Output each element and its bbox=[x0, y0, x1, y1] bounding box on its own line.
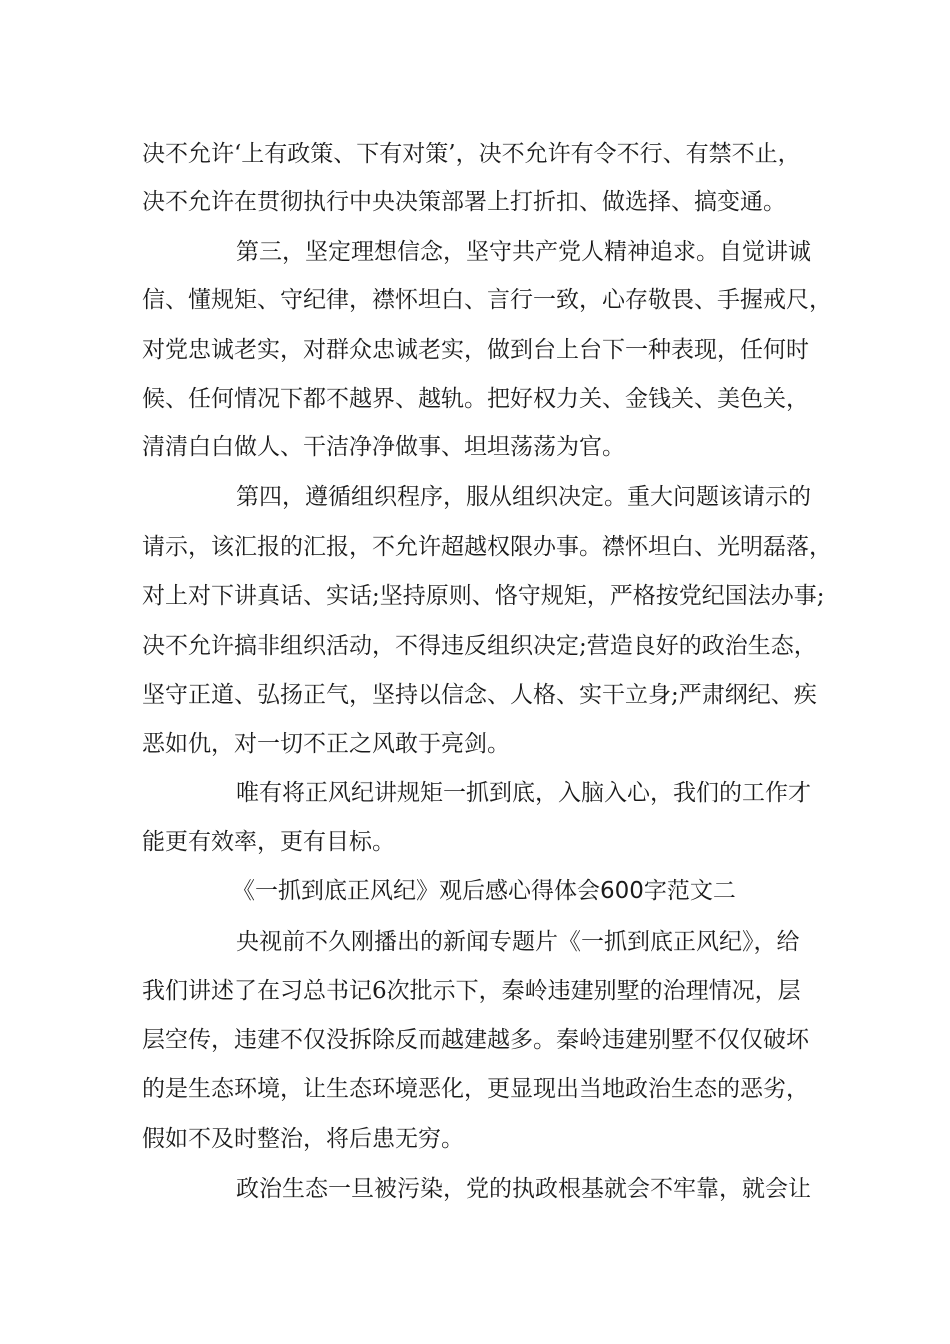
text-line: 对上对下讲真话、实话;坚持原则、恪守规矩，严格按党纪国法办事; bbox=[142, 583, 825, 609]
paragraph-first-line: 唯有将正风纪讲规矩一抓到底，入脑入心，我们的工作才 bbox=[236, 780, 811, 806]
paragraph-first-line: 第三，坚定理想信念，坚守共产党人精神追求。自觉讲诚 bbox=[236, 239, 811, 265]
text-line: 坚守正道、弘扬正气，坚持以信念、人格、实干立身;严肃纲纪、疾 bbox=[142, 682, 817, 708]
text-line: 假如不及时整治，将后患无穷。 bbox=[142, 1126, 464, 1152]
text-line: 能更有效率，更有目标。 bbox=[142, 829, 395, 855]
text-line: 候、任何情况下都不越界、越轨。把好权力关、金钱关、美色关， bbox=[142, 386, 809, 412]
section-heading: 《一抓到底正风纪》观后感心得体会600字范文二 bbox=[232, 878, 736, 904]
text-line: 决不允许‘上有政策、下有对策’，决不允许有令不行、有禁不止， bbox=[142, 141, 801, 167]
text-line: 请示，该汇报的汇报，不允许超越权限办事。襟怀坦白、光明磊落， bbox=[142, 534, 832, 560]
text-line: 恶如仇，对一切不正之风敢于亮剑。 bbox=[142, 731, 510, 757]
text-line: 清清白白做人、干洁净净做事、坦坦荡荡为官。 bbox=[142, 434, 625, 460]
text-line: 决不允许在贯彻执行中央决策部署上打折扣、做选择、搞变通。 bbox=[142, 189, 786, 215]
text-line: 的是生态环境，让生态环境恶化，更显现出当地政治生态的恶劣， bbox=[142, 1076, 809, 1102]
paragraph-first-line: 政治生态一旦被污染，党的执政根基就会不牢靠，就会让 bbox=[236, 1176, 811, 1202]
text-line: 对党忠诚老实，对群众忠诚老实，做到台上台下一种表现，任何时 bbox=[142, 337, 809, 363]
text-line: 信、懂规矩、守纪律，襟怀坦白、言行一致，心存敬畏、手握戒尺， bbox=[142, 287, 832, 313]
text-line: 我们讲述了在习总书记6次批示下，秦岭违建别墅的治理情况，层 bbox=[142, 978, 801, 1004]
text-line: 层空传，违建不仅没拆除反而越建越多。秦岭违建别墅不仅仅破坏 bbox=[142, 1027, 809, 1053]
paragraph-first-line: 央视前不久刚播出的新闻专题片《一抓到底正风纪》，给 bbox=[236, 929, 800, 955]
text-line: 决不允许搞非组织活动，不得违反组织决定;营造良好的政治生态， bbox=[142, 633, 817, 659]
paragraph-first-line: 第四，遵循组织程序，服从组织决定。重大问题该请示的 bbox=[236, 484, 811, 510]
